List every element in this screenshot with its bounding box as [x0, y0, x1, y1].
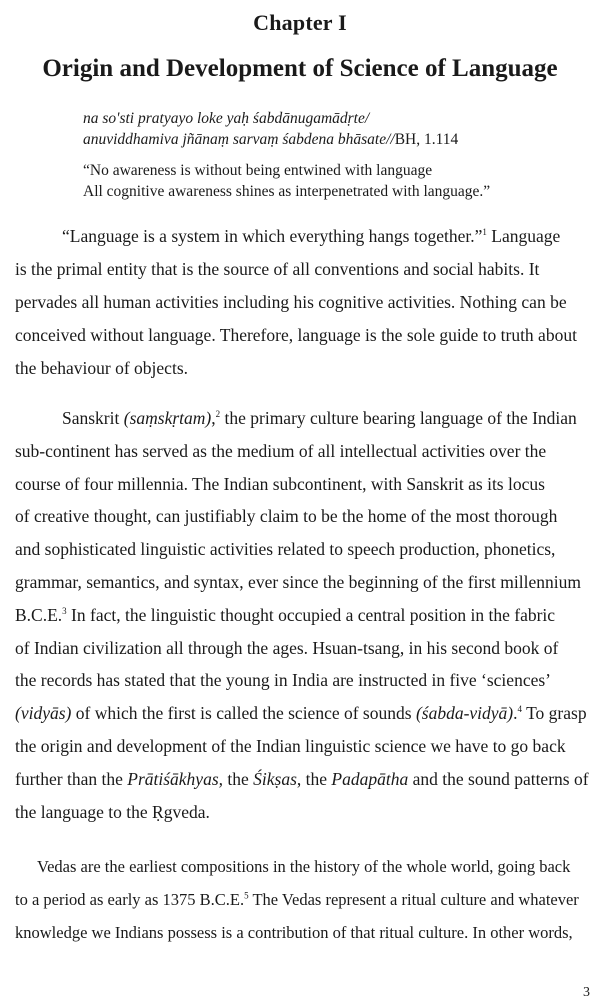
paragraph-line: Vedas are the earliest compositions in the history of the whole world, going back	[37, 857, 571, 876]
line-text: , the	[296, 768, 332, 789]
page-number: 3	[583, 985, 590, 1000]
footnote-marker: 4	[517, 704, 523, 715]
verse-line-2-text: anuviddhamiva jñānaṃ sarvaṃ śabdena bhāsate//	[83, 131, 395, 148]
line-text: ,	[211, 408, 216, 428]
paragraph-line: is the primal entity that is the source of all conventions and social habits. It	[15, 259, 540, 279]
paragraph-line: the language to the Ṛgveda.	[15, 801, 210, 822]
paragraph-line: the origin and development of the Indian linguistic science we have to go back	[15, 735, 566, 756]
translation-line-1: “No awareness is without being entwined with language	[83, 162, 433, 179]
paragraph-line: pervades all human activities including his cognitive activities. Nothing can be	[15, 292, 567, 312]
footnote-marker: 2	[215, 409, 221, 420]
line-text: further than the	[15, 768, 128, 789]
line-text: Sanskrit	[62, 408, 124, 428]
paragraph-line: of creative thought, can justifiably claim to be the home of the most thorough	[15, 506, 558, 527]
chapter-heading: Chapter I	[253, 10, 347, 35]
paragraph-line	[15, 883, 589, 916]
paragraph-line: conceived without language. Therefore, language is the sole guide to truth about	[15, 325, 577, 345]
italic-term: Prātiśākhyas,	[127, 768, 224, 789]
italic-term: (saṃskṛtam)	[123, 408, 212, 428]
paragraph-line: sub-continent has served as the medium of all intellectual activities over the	[15, 440, 547, 461]
line-text: To grasp	[522, 703, 587, 724]
paragraph-line: grammar, semantics, and syntax, ever since the beginning of the first millennium	[15, 571, 581, 592]
sanskrit-verse	[83, 108, 583, 150]
line-text: the primary culture bearing language of the Indian	[220, 408, 577, 428]
line-text: to a period as early as 1375 B.C.E.	[15, 890, 245, 909]
paragraph-line: the behaviour of objects.	[15, 358, 189, 378]
italic-term: (śabda-vidyā)	[415, 703, 514, 724]
verse-translation	[83, 160, 588, 202]
italic-term: Śikṣas	[253, 768, 297, 789]
paragraph-1	[15, 220, 589, 385]
paragraph-line: the records has stated that the young in India are instructed in five ‘sciences’	[15, 670, 551, 691]
paragraph-line	[15, 599, 589, 632]
paragraph-2	[15, 402, 589, 828]
line-text: the	[223, 768, 254, 789]
paragraph-line	[15, 697, 589, 730]
paragraph-3	[15, 850, 589, 949]
footnote-marker: 1	[482, 227, 487, 238]
footnote-marker: 3	[62, 605, 67, 616]
paragraph-line: of Indian civilization all through the ages. Hsuan-tsang, in his second book of	[15, 637, 559, 658]
translation-line-2: All cognitive awareness shines as interpenetrated with language.”	[83, 183, 491, 200]
paragraph-line	[15, 763, 589, 796]
line-text: The Vedas represent a ritual culture and whatever	[248, 890, 579, 909]
line-text: .	[513, 703, 518, 724]
line-text: and the sound patterns of	[408, 768, 589, 789]
paragraph-line	[15, 402, 589, 435]
line-text: of which the first is called the science of sounds	[71, 703, 416, 724]
verse-line-2	[83, 129, 583, 150]
paragraph-line	[15, 220, 589, 253]
line-text: B.C.E.	[15, 604, 63, 625]
italic-term: (vidyās)	[15, 703, 72, 724]
paragraph-line: course of four millennia. The Indian subcontinent, with Sanskrit as its locus	[15, 473, 545, 494]
line-text: Language	[486, 226, 561, 246]
paragraph-line: knowledge we Indians possess is a contribution of that ritual culture. In other words,	[15, 923, 573, 942]
verse-reference: BH, 1.114	[394, 131, 459, 148]
quote-text: “Language is a system in which everything hangs together.”	[62, 226, 483, 246]
paragraph-line: and sophisticated linguistic activities related to speech production, phonetics,	[15, 539, 556, 560]
italic-term: Padapātha	[331, 768, 409, 789]
line-text: In fact, the linguistic thought occupied a central position in the fabric	[66, 604, 556, 625]
chapter-title: Origin and Development of Science of Language	[42, 55, 558, 82]
verse-line-1: na so'sti pratyayo loke yaḥ śabdānugamādṛte/	[83, 110, 370, 127]
footnote-marker: 5	[244, 890, 249, 901]
